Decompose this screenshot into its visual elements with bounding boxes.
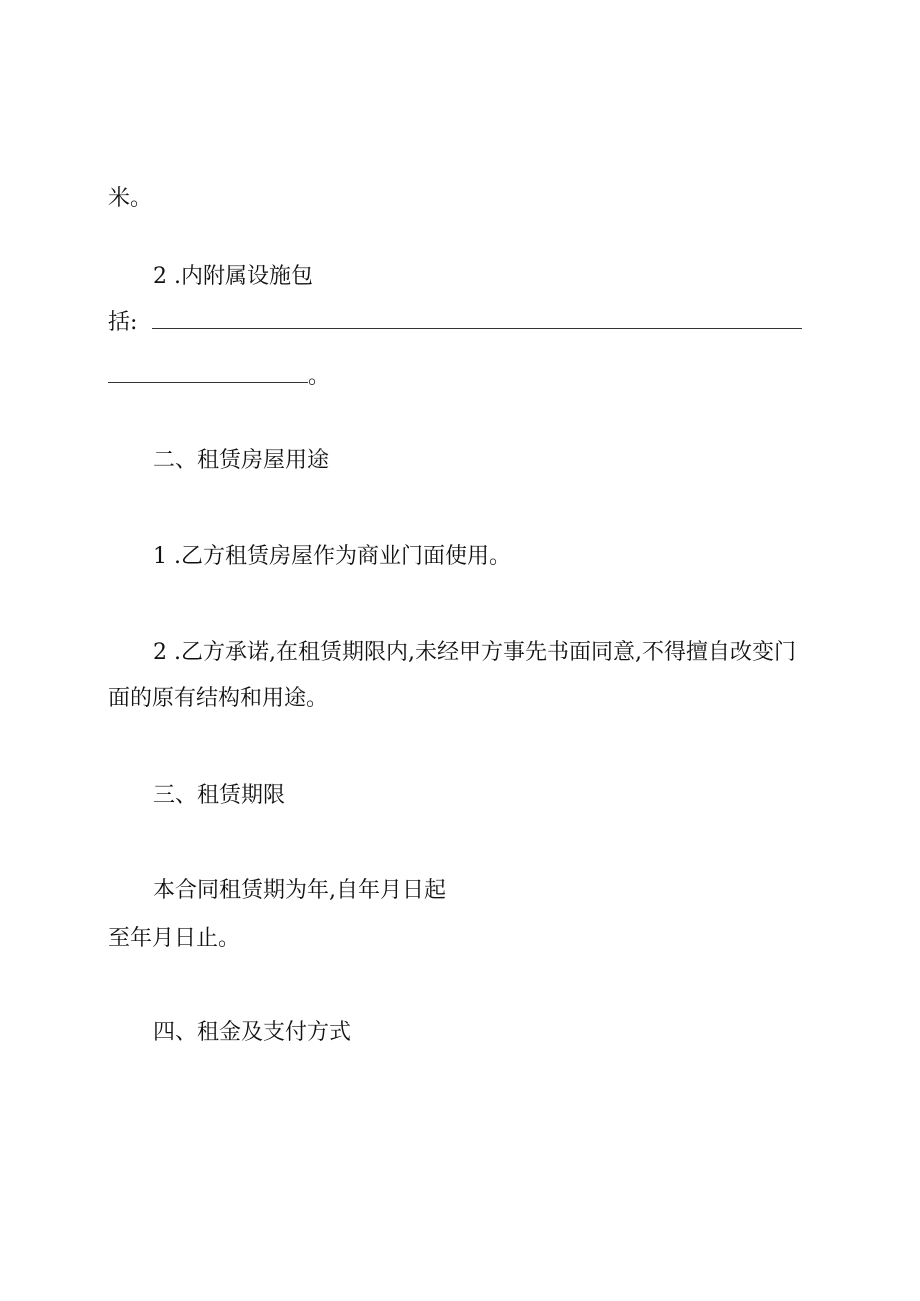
section-3-line-1: 本合同租赁期为年,自年月日起	[153, 878, 446, 903]
section-2-item-1: 1 .乙方租赁房屋作为商业门面使用。	[153, 544, 511, 569]
section-4-title: 四、租金及支付方式	[153, 1020, 352, 1045]
section-3-line-2: 至年月日止。	[108, 926, 241, 951]
section-2-item-2-line-2: 面的原有结构和用途。	[108, 686, 329, 711]
blank-underline-1	[152, 308, 802, 329]
item-2-blank-end	[108, 362, 330, 392]
item-2-end-mark: 。	[308, 364, 331, 389]
item-2-kuo-label: 括:	[108, 310, 138, 335]
section-3-title: 三、租赁期限	[153, 783, 286, 808]
text-line-mi: 米。	[108, 186, 153, 211]
item-2-continuation	[108, 308, 802, 338]
blank-underline-2	[108, 362, 308, 383]
section-2-title: 二、租赁房屋用途	[153, 448, 330, 473]
section-2-item-2-line-1: 2 .乙方承诺,在租赁期限内,未经甲方事先书面同意,不得擅自改变门	[153, 640, 796, 665]
item-2-attached-facilities: 2 .内附属设施包	[153, 264, 313, 289]
